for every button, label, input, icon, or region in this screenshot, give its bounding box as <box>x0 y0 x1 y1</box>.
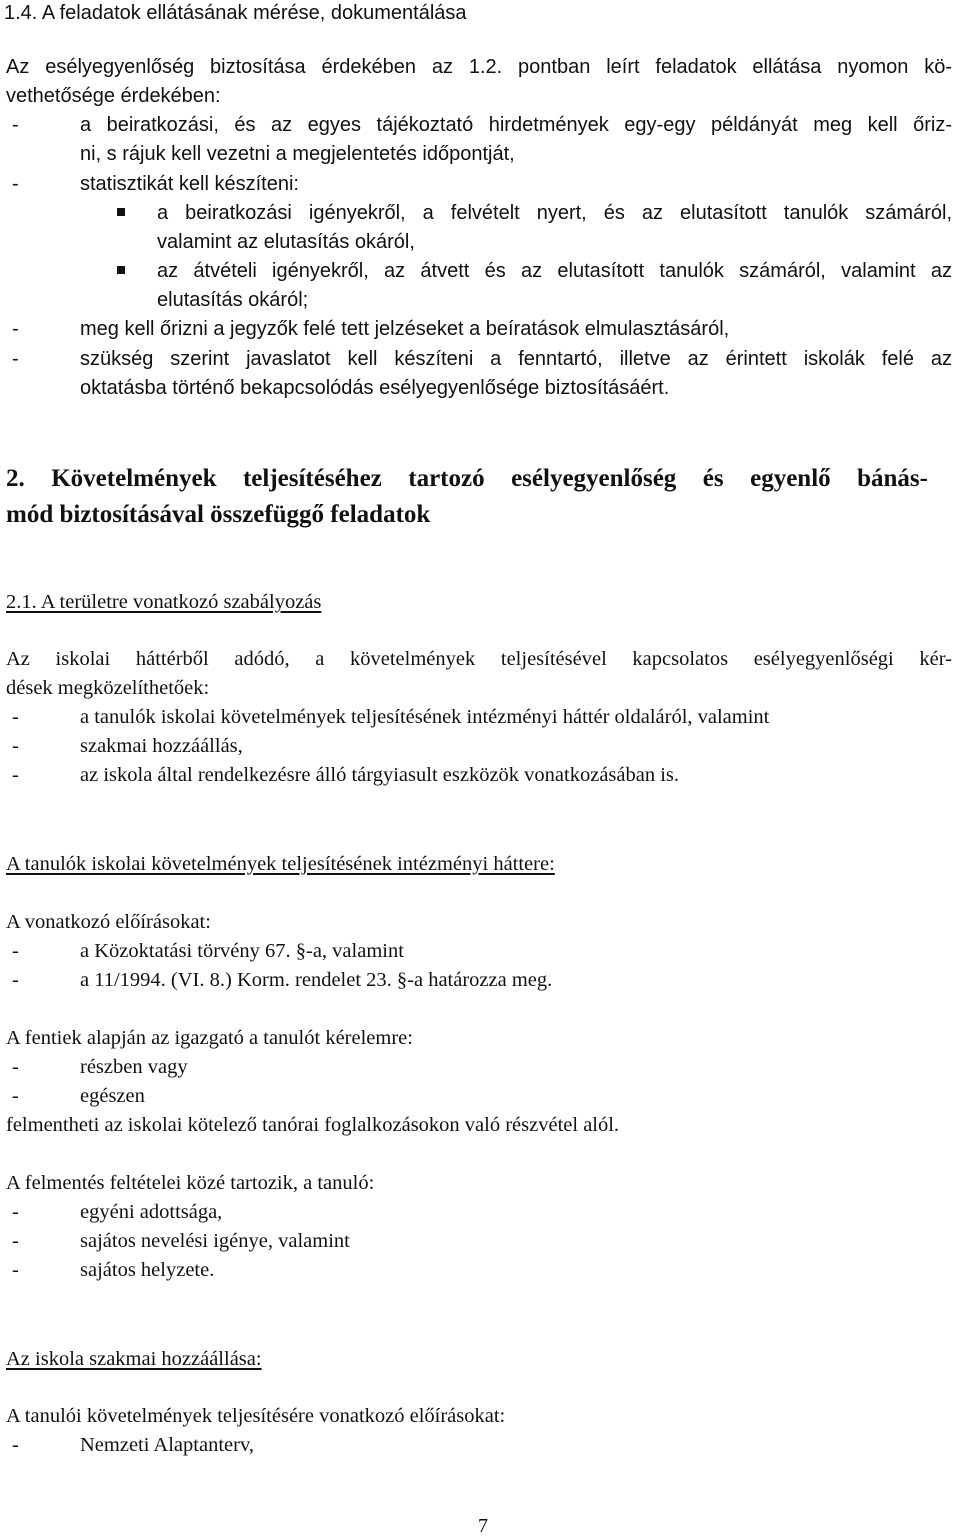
sub-heading-professional-attitude: Az iskola szakmai hozzáállása: <box>6 1348 262 1370</box>
list-item: egyéni adottsága, <box>80 1201 223 1223</box>
list-item: az iskola által rendelkezésre álló tárgyiasult eszközök vonatkozásában is. <box>80 764 680 786</box>
sub-item-2-line-2: elutasítás okáról; <box>157 289 309 311</box>
square-bullet-icon <box>117 266 125 274</box>
list-item: a Közoktatási törvény 67. §-a, valamint <box>80 940 404 962</box>
list-item: a tanulók iskolai követelmények teljesítésének intézményi háttér oldaláról, valamint <box>80 706 770 728</box>
list-item: szakmai hozzáállás, <box>80 735 243 757</box>
dash-marker: - <box>12 1085 19 1107</box>
paragraph-1-line-1: Az iskolai háttérből adódó, a követelmények teljesítésével kapcsolatos esélyegyenlőségi kér- <box>6 648 952 670</box>
dash-marker: - <box>12 114 19 136</box>
section-2-heading-line-2: mód biztosításával összefüggő feladatok <box>6 501 431 528</box>
item-3: meg kell őrizni a jegyzők felé tett jelzéseket a beíratások elmulasztásáról, <box>80 318 730 340</box>
section-2-heading-line-1: 2. Követelmények teljesítéséhez tartozó esélyegyenlőség és egyenlő bánás- <box>6 465 928 492</box>
item-1-line-1: a beiratkozási, és az egyes tájékoztató hirdetmények egy-egy példányát meg kell őriz- <box>80 114 952 136</box>
list-item: sajátos helyzete. <box>80 1259 215 1281</box>
dash-marker: - <box>12 940 19 962</box>
dash-marker: - <box>12 1056 19 1078</box>
sub-item-2-line-1: az átvételi igényekről, az átvett és az elutasított tanulók számáról, valamint az <box>157 260 952 282</box>
dash-marker: - <box>12 764 19 786</box>
sub-item-1-line-1: a beiratkozási igényekről, a felvételt nyert, és az elutasított tanulók számáról, <box>157 202 952 224</box>
dash-marker: - <box>12 348 19 370</box>
item-1-line-2: ni, s rájuk kell vezetni a megjelentetés időpontját, <box>80 143 515 165</box>
dash-marker: - <box>12 318 19 340</box>
paragraph-conditions: A felmentés feltételei közé tartozik, a tanuló: <box>6 1172 375 1194</box>
page-number: 7 <box>478 1515 488 1537</box>
item-2: statisztikát kell készíteni: <box>80 173 299 195</box>
dash-marker: - <box>12 1201 19 1223</box>
dash-marker: - <box>12 706 19 728</box>
sub-item-1-line-2: valamint az elutasítás okáról, <box>157 231 415 253</box>
dash-marker: - <box>12 969 19 991</box>
dash-marker: - <box>12 173 19 195</box>
paragraph-request: A fentiek alapján az igazgató a tanulót kérelemre: <box>6 1027 413 1049</box>
list-item: részben vagy <box>80 1056 188 1078</box>
list-item: egészen <box>80 1085 145 1107</box>
item-4-line-1: szükség szerint javaslatot kell készíteni a fenntartó, illetve az érintett iskolák felé az <box>80 348 952 370</box>
list-item: Nemzeti Alaptanterv, <box>80 1434 254 1456</box>
intro-line-1: Az esélyegyenlőség biztosítása érdekében az 1.2. pontban leírt feladatok ellátása nyomon kö- <box>6 56 952 78</box>
dash-marker: - <box>12 1259 19 1281</box>
paragraph-student-requirements: A tanulói követelmények teljesítésére vonatkozó előírásokat: <box>6 1405 506 1427</box>
dash-marker: - <box>12 1434 19 1456</box>
paragraph-1-line-2: dések megközelíthetőek: <box>6 677 210 699</box>
dash-marker: - <box>12 1230 19 1252</box>
intro-line-2: vethetősége érdekében: <box>6 85 221 107</box>
paragraph-exemption: felmentheti az iskolai kötelező tanórai foglalkozásokon való részvétel alól. <box>6 1114 620 1136</box>
list-item: a 11/1994. (VI. 8.) Korm. rendelet 23. §-a határozza meg. <box>80 969 553 991</box>
square-bullet-icon <box>117 208 125 216</box>
paragraph-regulations: A vonatkozó előírásokat: <box>6 911 211 933</box>
item-4-line-2: oktatásba történő bekapcsolódás esélyegyenlősége biztosításáért. <box>80 377 670 399</box>
sub-heading-institutional-background: A tanulók iskolai követelmények teljesítésének intézményi háttere: <box>6 853 555 875</box>
section-1-4-heading: 1.4. A feladatok ellátásának mérése, dokumentálása <box>4 2 467 24</box>
dash-marker: - <box>12 735 19 757</box>
list-item: sajátos nevelési igénye, valamint <box>80 1230 350 1252</box>
section-2-1-heading: 2.1. A területre vonatkozó szabályozás <box>6 591 322 613</box>
